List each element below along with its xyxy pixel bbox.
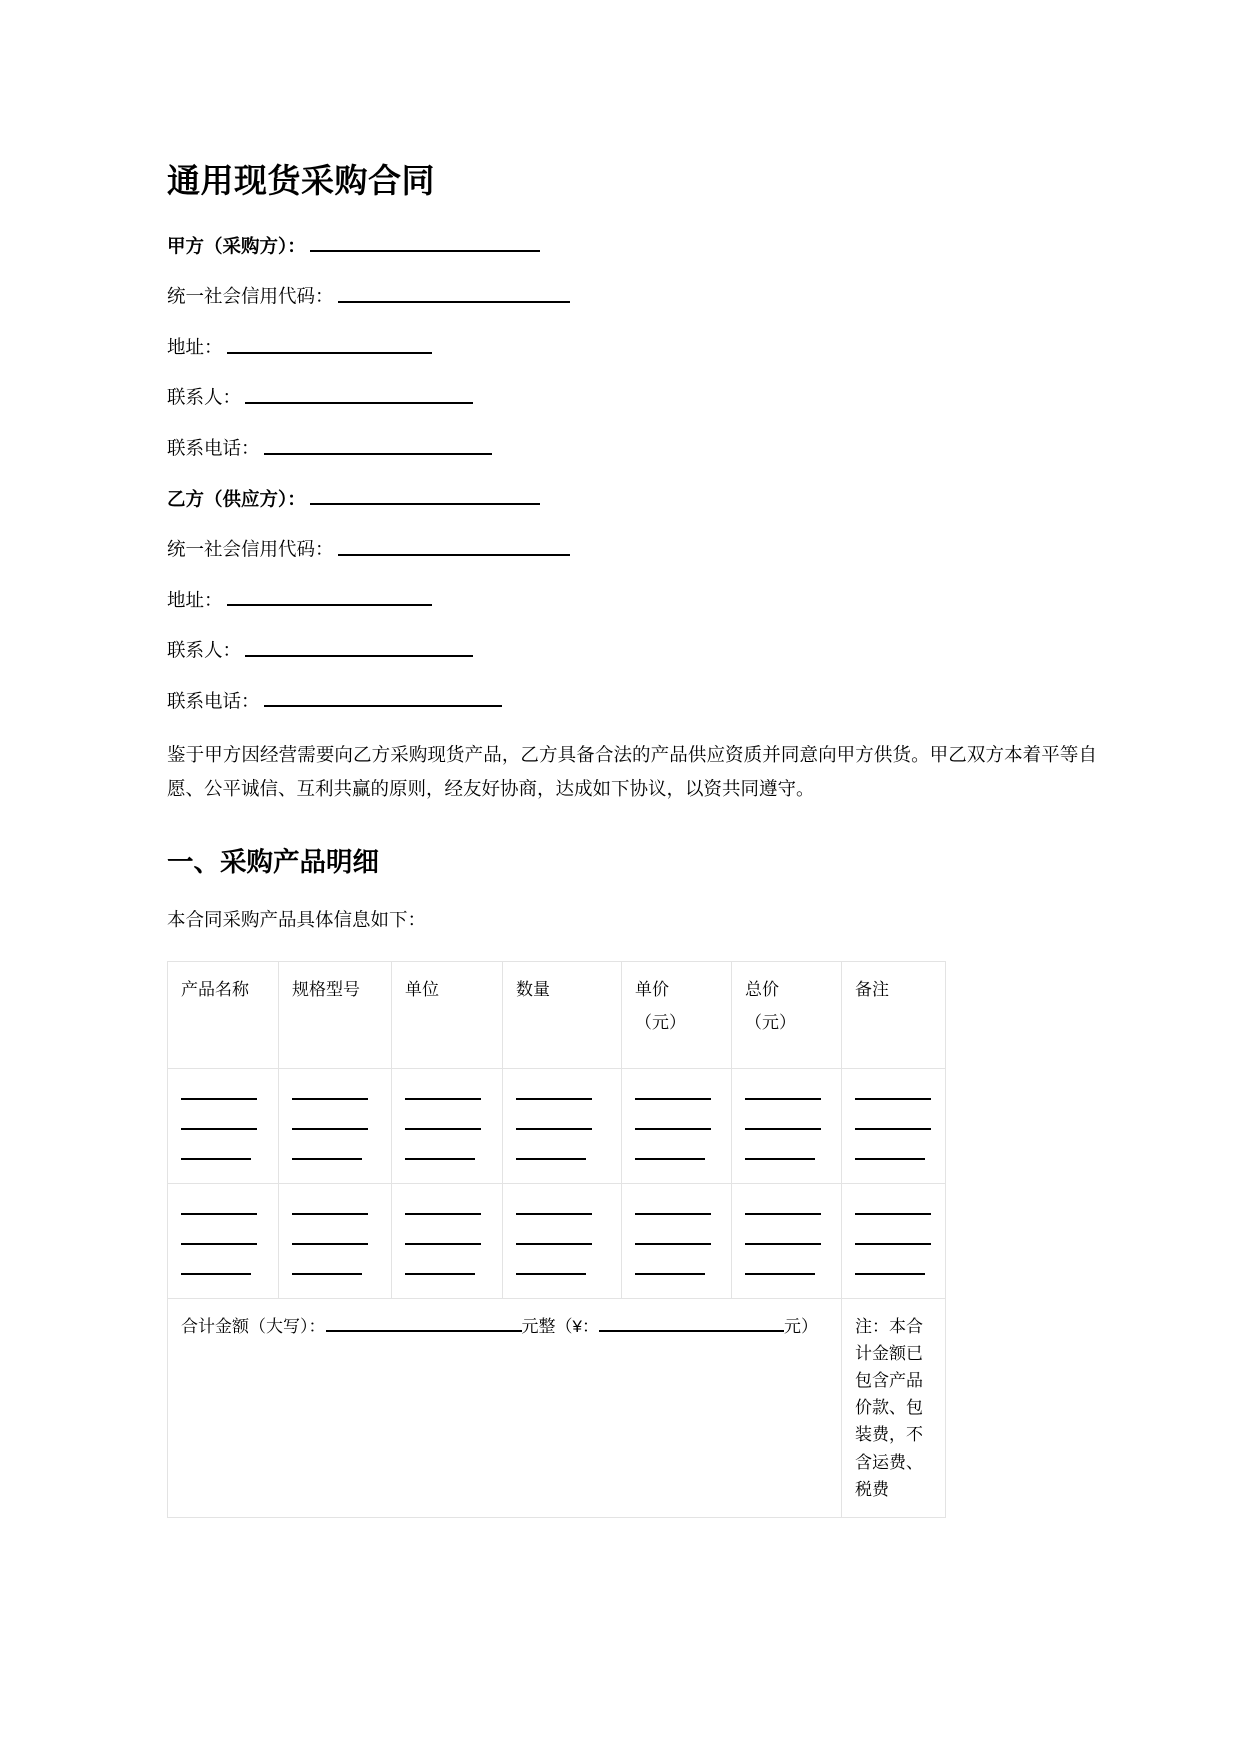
party-b-address-blank[interactable] xyxy=(227,587,432,607)
header-sub-text: （元） xyxy=(745,1012,796,1032)
party-b-address-row xyxy=(167,587,1097,614)
fill-line xyxy=(405,1228,481,1245)
fill-line xyxy=(516,1143,586,1160)
table-cell-fill[interactable] xyxy=(842,1068,946,1183)
product-detail-table xyxy=(167,961,946,1518)
party-a-phone-row xyxy=(167,435,1097,462)
party-a-credit-code-label: 统一社会信用代码： xyxy=(167,285,334,307)
table-header-row xyxy=(168,961,946,1068)
party-a-phone-label: 联系电话： xyxy=(167,437,260,459)
table-body xyxy=(168,1068,946,1517)
fill-line xyxy=(181,1113,257,1130)
table-cell-fill[interactable] xyxy=(622,1068,732,1183)
fill-line xyxy=(292,1143,362,1160)
header-sub-text: （元） xyxy=(635,1012,686,1032)
party-b-name-label: 乙方（供应方）： xyxy=(167,488,306,510)
table-cell-fill[interactable] xyxy=(732,1068,842,1183)
recital-paragraph: 鉴于甲方因经营需要向乙方采购现货产品，乙方具备合法的产品供应资质并同意向甲方供货。甲乙双方本着平等自愿、公平诚信、互利共赢的原则，经友好协商，达成如下协议，以资共同遵守。 xyxy=(167,744,1097,800)
total-amount-cell[interactable] xyxy=(168,1298,842,1517)
party-b-contact-label: 联系人： xyxy=(167,639,242,661)
fill-line xyxy=(181,1143,251,1160)
table-header-cell xyxy=(732,961,842,1068)
fill-line xyxy=(405,1258,475,1275)
table-cell-fill[interactable] xyxy=(168,1068,279,1183)
fill-line xyxy=(405,1083,481,1100)
fill-line xyxy=(181,1198,257,1215)
header-main-text: 总价 xyxy=(745,979,779,999)
total-label-mid: 元整（¥： xyxy=(521,1316,599,1336)
fill-line xyxy=(405,1143,475,1160)
party-b-credit-code-row xyxy=(167,536,1097,563)
fill-line xyxy=(292,1258,362,1275)
fill-line xyxy=(405,1113,481,1130)
fill-line xyxy=(855,1143,925,1160)
fill-line xyxy=(516,1198,592,1215)
header-main-text: 数量 xyxy=(516,979,550,999)
table-cell-fill[interactable] xyxy=(732,1183,842,1298)
header-main-text: 单位 xyxy=(405,979,439,999)
party-a-address-label: 地址： xyxy=(167,336,223,358)
table-row xyxy=(168,1183,946,1298)
party-b-contact-blank[interactable] xyxy=(245,637,473,657)
fill-line xyxy=(855,1198,931,1215)
fill-line xyxy=(855,1083,931,1100)
party-a-credit-code-row xyxy=(167,283,1097,310)
table-header-cell xyxy=(392,961,503,1068)
table-cell-fill[interactable] xyxy=(279,1183,392,1298)
page-title: 通用现货采购合同 xyxy=(167,162,435,199)
party-a-contact-row xyxy=(167,384,1097,411)
table-cell-fill[interactable] xyxy=(392,1068,503,1183)
fill-line xyxy=(292,1228,368,1245)
total-amount-upper-blank[interactable] xyxy=(326,1314,522,1332)
fill-line xyxy=(635,1228,711,1245)
fill-line xyxy=(635,1083,711,1100)
party-b-address-label: 地址： xyxy=(167,589,223,611)
party-b-phone-row xyxy=(167,688,1097,715)
fill-line xyxy=(635,1258,705,1275)
fill-line xyxy=(516,1113,592,1130)
fill-line xyxy=(516,1083,592,1100)
table-cell-fill[interactable] xyxy=(168,1183,279,1298)
fill-line xyxy=(855,1228,931,1245)
party-b-phone-label: 联系电话： xyxy=(167,690,260,712)
fill-line xyxy=(292,1198,368,1215)
party-b-phone-blank[interactable] xyxy=(264,688,502,708)
section-one-intro: 本合同采购产品具体信息如下： xyxy=(167,909,427,931)
party-a-contact-label: 联系人： xyxy=(167,387,242,409)
table-header-cell xyxy=(622,961,732,1068)
table-row xyxy=(168,1068,946,1183)
party-a-name-row xyxy=(167,233,1097,260)
total-amount-number-blank[interactable] xyxy=(599,1314,784,1332)
table-header-cell xyxy=(842,961,946,1068)
party-b-credit-code-blank[interactable] xyxy=(338,536,570,556)
fill-line xyxy=(181,1228,257,1245)
total-label-suffix: 元） xyxy=(783,1316,818,1336)
fill-line xyxy=(745,1083,821,1100)
party-a-address-blank[interactable] xyxy=(227,334,432,354)
table-header-cell xyxy=(168,961,279,1068)
party-a-address-row xyxy=(167,334,1097,361)
section-one-heading: 一、采购产品明细 xyxy=(167,846,379,877)
party-b-credit-code-label: 统一社会信用代码： xyxy=(167,538,334,560)
fill-line xyxy=(292,1083,368,1100)
header-main-text: 产品名称 xyxy=(181,979,249,999)
table-cell-fill[interactable] xyxy=(279,1068,392,1183)
fill-line xyxy=(635,1198,711,1215)
fill-line xyxy=(745,1113,821,1130)
table-cell-fill[interactable] xyxy=(842,1183,946,1298)
party-a-contact-blank[interactable] xyxy=(245,384,473,404)
fill-line xyxy=(635,1143,705,1160)
header-main-text: 规格型号 xyxy=(292,979,360,999)
fill-line xyxy=(745,1198,821,1215)
fill-line xyxy=(855,1113,931,1130)
header-main-text: 备注 xyxy=(855,979,889,999)
party-b-name-blank[interactable] xyxy=(310,486,540,506)
table-cell-fill[interactable] xyxy=(503,1183,622,1298)
table-total-row xyxy=(168,1298,946,1517)
fill-line xyxy=(635,1113,711,1130)
total-note-cell: 注：本合计金额已包含产品价款、包装费，不含运费、税费 xyxy=(842,1298,946,1517)
party-a-name-label: 甲方（采购方）： xyxy=(167,235,306,257)
table-cell-fill[interactable] xyxy=(392,1183,503,1298)
party-b-contact-row xyxy=(167,637,1097,664)
party-a-phone-blank[interactable] xyxy=(264,435,492,455)
fill-line xyxy=(745,1258,815,1275)
fill-line xyxy=(405,1198,481,1215)
table-cell-fill[interactable] xyxy=(503,1068,622,1183)
fill-line xyxy=(516,1258,586,1275)
fill-line xyxy=(181,1083,257,1100)
fill-line xyxy=(181,1258,251,1275)
party-a-name-blank[interactable] xyxy=(310,233,540,253)
party-a-credit-code-blank[interactable] xyxy=(338,283,570,303)
fill-line xyxy=(292,1113,368,1130)
table-header-cell xyxy=(503,961,622,1068)
fill-line xyxy=(745,1143,815,1160)
table-cell-fill[interactable] xyxy=(622,1183,732,1298)
document-content xyxy=(167,160,1097,1518)
table-header-cell xyxy=(279,961,392,1068)
fill-line xyxy=(855,1258,925,1275)
header-main-text: 单价 xyxy=(635,979,669,999)
party-b-name-row xyxy=(167,486,1097,513)
fill-line xyxy=(745,1228,821,1245)
total-label-prefix: 合计金额（大写）： xyxy=(181,1316,326,1336)
fill-line xyxy=(516,1228,592,1245)
